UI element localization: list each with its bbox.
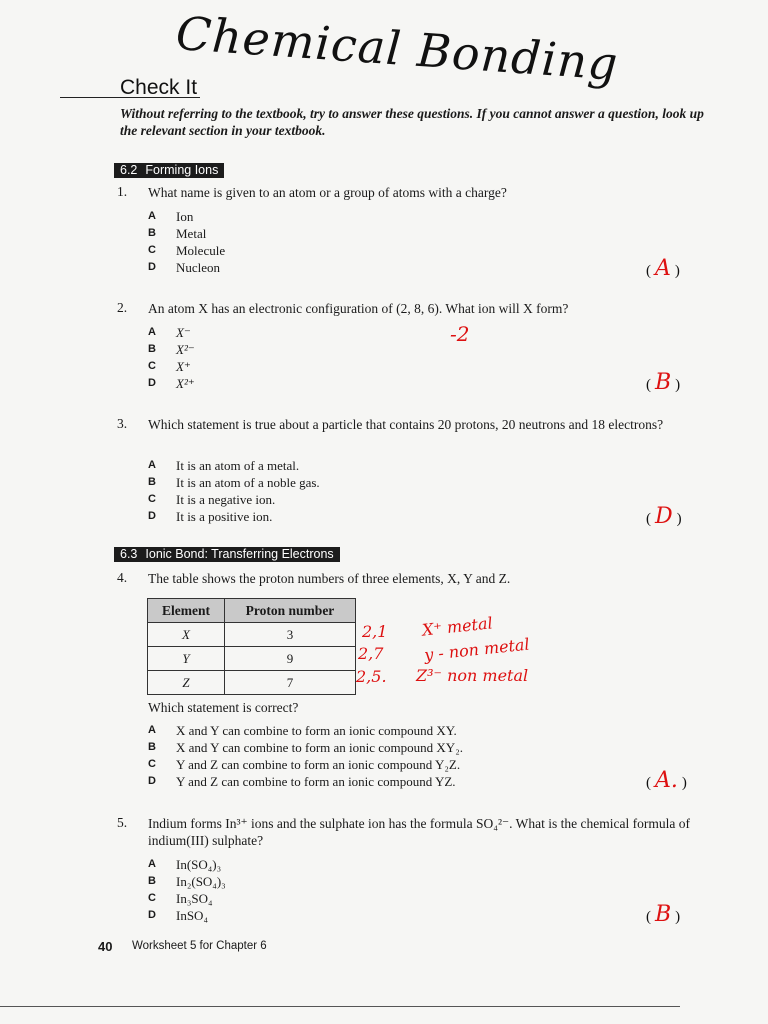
option-letter: C: [148, 758, 156, 770]
question-number: 4.: [117, 570, 128, 585]
bottom-divider: [0, 1006, 680, 1007]
question-subtext: Which statement is correct?: [148, 700, 299, 715]
question-number: 5.: [117, 815, 128, 830]
section-title: Forming Ions: [145, 163, 219, 177]
table-header-row: [148, 599, 356, 623]
option-text: Y and Z can combine to form an ionic compound Y₂Z.: [176, 757, 461, 772]
question-text: The table shows the proton numbers of three elements, X, Y and Z.: [148, 571, 511, 586]
option-text: X⁻: [176, 325, 191, 340]
option-letter: C: [148, 892, 156, 904]
option-text: InSO₄: [176, 908, 208, 923]
handwritten-ion-note: y - non metal: [423, 634, 531, 665]
handwritten-config: 2,7: [358, 644, 384, 663]
answer-bracket: ( D ): [646, 504, 682, 529]
option-letter: A: [148, 210, 156, 222]
answer-mark: B: [655, 370, 672, 395]
table-header: Proton number: [225, 599, 356, 623]
option-text: It is a positive ion.: [176, 509, 273, 524]
option-letter: D: [148, 775, 156, 787]
option-letter: D: [148, 909, 156, 921]
handwritten-config: 2,1: [362, 622, 388, 641]
option-text: Y and Z can combine to form an ionic compound YZ.: [176, 774, 456, 789]
section-number: 6.2: [120, 163, 138, 177]
option-text: It is an atom of a metal.: [176, 458, 300, 473]
option-text: X²⁻: [176, 342, 195, 357]
option-text: It is an atom of a noble gas.: [176, 475, 320, 490]
table-cell: 9: [225, 647, 356, 671]
answer-mark: A.: [655, 768, 678, 793]
option-text: Molecule: [176, 243, 226, 258]
option-text: Metal: [176, 226, 207, 241]
section-number: 6.3: [120, 547, 138, 561]
question-text: Which statement is true about a particle that contains 20 protons, 20 neutrons and 18 electrons?: [148, 417, 664, 432]
option-text: It is a negative ion.: [176, 492, 276, 507]
question-text: Indium forms In³⁺ ions and the sulphate ion has the formula SO₄²⁻. What is the chemical formula of indium(III) sulphate?: [148, 816, 690, 848]
handwritten-note: -2: [450, 322, 470, 346]
handwritten-ion-note: X⁺ metal: [421, 613, 494, 640]
proton-number-table: [147, 598, 356, 695]
option-letter: B: [148, 227, 156, 239]
option-text: In₃SO₄: [176, 891, 213, 906]
handwritten-title: Chemical Bonding: [174, 6, 621, 91]
option-letter: C: [148, 360, 156, 372]
option-text: X⁺: [176, 359, 191, 374]
section-title: Ionic Bond: Transferring Electrons: [145, 547, 334, 561]
option-letter: A: [148, 858, 156, 870]
table-header: Element: [148, 599, 225, 623]
option-letter: A: [148, 326, 156, 338]
footer-text: Worksheet 5 for Chapter 6: [132, 940, 267, 952]
table-cell: Y: [148, 647, 225, 671]
option-letter: B: [148, 875, 156, 887]
table-row: [148, 671, 356, 695]
option-text: X and Y can combine to form an ionic compound XY.: [176, 723, 457, 738]
answer-bracket: ( B ): [646, 902, 681, 927]
table-cell: 7: [225, 671, 356, 695]
table-row: [148, 623, 356, 647]
option-letter: B: [148, 343, 156, 355]
answer-mark: B: [655, 902, 672, 927]
section-header-6-2: [114, 163, 224, 178]
option-letter: D: [148, 377, 156, 389]
option-letter: B: [148, 741, 156, 753]
table-row: [148, 647, 356, 671]
option-letter: B: [148, 476, 156, 488]
table-cell: Z: [148, 671, 225, 695]
page-number: 40: [98, 939, 113, 954]
question-text: An atom X has an electronic configuration of (2, 8, 6). What ion will X form?: [148, 301, 569, 316]
question-number: 3.: [117, 416, 128, 431]
option-letter: C: [148, 493, 156, 505]
handwritten-ion-note: Z³⁻ non metal: [416, 666, 529, 685]
option-letter: D: [148, 261, 156, 273]
option-letter: A: [148, 459, 156, 471]
answer-bracket: ( A ): [646, 256, 680, 281]
answer-mark: D: [655, 504, 673, 529]
check-it-heading: Check It: [120, 76, 198, 99]
option-text: X and Y can combine to form an ionic compound XY₂.: [176, 740, 463, 755]
option-text: Ion: [176, 209, 194, 224]
question-text: What name is given to an atom or a group of atoms with a charge?: [148, 185, 507, 200]
option-text: In₂(SO₄)₃: [176, 874, 226, 889]
option-text: In(SO₄)₃: [176, 857, 222, 872]
table-cell: 3: [225, 623, 356, 647]
option-text: X²⁺: [176, 376, 195, 391]
option-letter: D: [148, 510, 156, 522]
section-header-6-3: [114, 547, 340, 562]
table-cell: X: [148, 623, 225, 647]
handwritten-config: 2,5.: [356, 667, 387, 686]
option-text: Nucleon: [176, 260, 221, 275]
instructions: Without referring to the textbook, try to answer these questions. If you cannot answer a question, look up the relevant section in your textbook.: [120, 106, 704, 138]
answer-bracket: ( B ): [646, 370, 681, 395]
option-letter: A: [148, 724, 156, 736]
question-number: 2.: [117, 300, 128, 315]
question-number: 1.: [117, 184, 128, 199]
answer-bracket: ( A. ): [646, 768, 687, 793]
answer-mark: A: [655, 256, 671, 281]
option-letter: C: [148, 244, 156, 256]
